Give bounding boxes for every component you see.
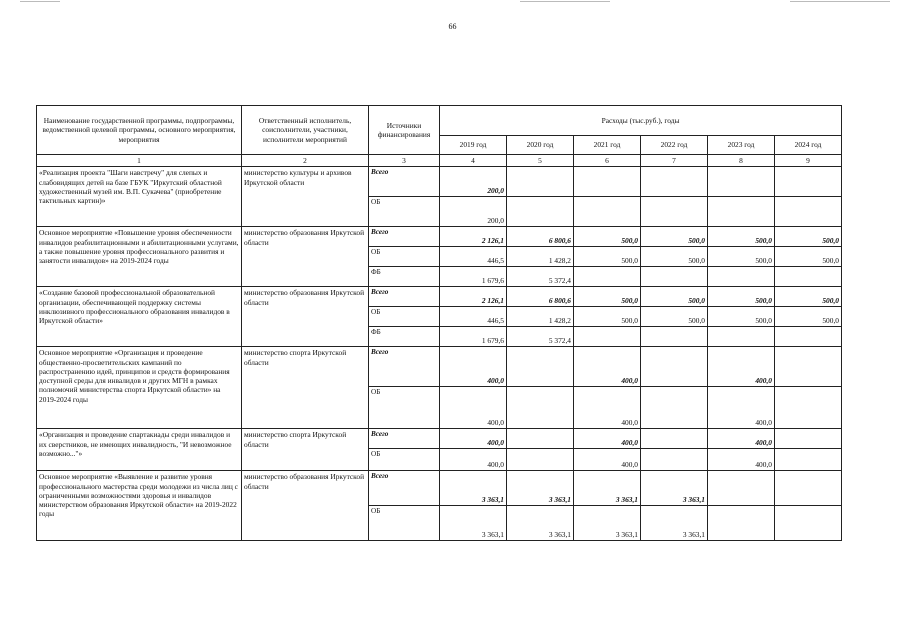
- expense-value: [641, 197, 708, 227]
- expense-value: 6 800,6: [507, 287, 574, 307]
- expense-value: [507, 167, 574, 197]
- funding-source: Всего: [369, 471, 440, 506]
- expense-value: 446,5: [440, 307, 507, 327]
- expense-value: 446,5: [440, 247, 507, 267]
- expense-value: [574, 267, 641, 287]
- funding-source: Всего: [369, 167, 440, 197]
- column-number: 4: [440, 155, 507, 167]
- expense-value: [708, 327, 775, 347]
- expense-value: 400,0: [574, 387, 641, 429]
- expense-value: 400,0: [708, 429, 775, 449]
- expense-value: [775, 327, 842, 347]
- header-source: Источники финансирования: [369, 106, 440, 155]
- expense-value: 200,0: [440, 197, 507, 227]
- expense-value: [775, 267, 842, 287]
- funding-source: Всего: [369, 429, 440, 449]
- expense-value: [641, 347, 708, 387]
- funding-source: ОБ: [369, 307, 440, 327]
- header-year: 2020 год: [507, 136, 574, 155]
- expense-value: [775, 471, 842, 506]
- expense-value: [708, 471, 775, 506]
- executor: министерство образования Иркутской области: [242, 471, 369, 541]
- expense-value: [708, 267, 775, 287]
- column-number: 7: [641, 155, 708, 167]
- funding-source: ФБ: [369, 267, 440, 287]
- expense-value: [574, 167, 641, 197]
- expense-value: [775, 449, 842, 471]
- expense-value: 400,0: [708, 347, 775, 387]
- funding-source: ОБ: [369, 197, 440, 227]
- expense-value: [641, 429, 708, 449]
- expense-value: 500,0: [574, 247, 641, 267]
- expense-value: 3 363,1: [507, 471, 574, 506]
- table-row: [37, 429, 842, 449]
- activity-name: «Реализация проекта "Шаги навстречу" для слепых и слабовидящих детей на базе ГБУК "Иркутский областной художественный музей им. В.П. Сукачева" (приобретение тактильных картин)»: [37, 167, 242, 227]
- scan-line: [520, 1, 610, 2]
- expense-value: [708, 506, 775, 541]
- funding-source: ОБ: [369, 387, 440, 429]
- column-number: 1: [37, 155, 242, 167]
- expense-value: 400,0: [440, 429, 507, 449]
- expense-value: 500,0: [708, 307, 775, 327]
- expense-value: [507, 347, 574, 387]
- funding-source: ОБ: [369, 247, 440, 267]
- activity-name: Основное мероприятие «Повышение уровня обеспеченности инвалидов реабилитационными и абилитационными услугами, а также повышение уровня профессионального развития и занятости инвалидов» на 2019-2024 годы: [37, 227, 242, 287]
- table-row: [37, 347, 842, 387]
- page-number: 66: [448, 22, 457, 31]
- expense-value: [641, 327, 708, 347]
- scan-line: [20, 1, 60, 2]
- funding-source: Всего: [369, 347, 440, 387]
- expense-value: 3 363,1: [574, 471, 641, 506]
- expense-value: 500,0: [641, 307, 708, 327]
- column-number: 9: [775, 155, 842, 167]
- funding-source: ФБ: [369, 327, 440, 347]
- executor: министерство спорта Иркутской области: [242, 347, 369, 429]
- funding-source: ОБ: [369, 449, 440, 471]
- expense-value: [775, 429, 842, 449]
- executor: министерство образования Иркутской области: [242, 287, 369, 347]
- header-year: 2023 год: [708, 136, 775, 155]
- expense-value: 500,0: [775, 287, 842, 307]
- expense-value: 3 363,1: [507, 506, 574, 541]
- funding-source: Всего: [369, 227, 440, 247]
- expense-value: 200,0: [440, 167, 507, 197]
- table-row: [37, 227, 842, 247]
- activity-name: «Создание базовой профессиональной образовательной организации, обеспечивающей поддержку системы инклюзивного профессионального образования инвалидов в Иркутской области»: [37, 287, 242, 347]
- expense-value: [574, 327, 641, 347]
- column-number: 6: [574, 155, 641, 167]
- expense-value: 500,0: [641, 247, 708, 267]
- expense-value: 500,0: [708, 227, 775, 247]
- column-number: 5: [507, 155, 574, 167]
- expense-value: 500,0: [574, 287, 641, 307]
- header-year: 2022 год: [641, 136, 708, 155]
- expense-value: 500,0: [775, 307, 842, 327]
- expense-value: 400,0: [440, 449, 507, 471]
- table-row: [37, 471, 842, 506]
- header-year: 2019 год: [440, 136, 507, 155]
- expense-value: 400,0: [440, 347, 507, 387]
- header-year: 2024 год: [775, 136, 842, 155]
- expense-value: 500,0: [708, 287, 775, 307]
- expense-value: [507, 429, 574, 449]
- executor: министерство культуры и архивов Иркутской области: [242, 167, 369, 227]
- executor: министерство спорта Иркутской области: [242, 429, 369, 471]
- column-number: 3: [369, 155, 440, 167]
- expense-value: [507, 197, 574, 227]
- expense-value: 500,0: [775, 227, 842, 247]
- expense-value: 2 126,1: [440, 227, 507, 247]
- expense-value: [507, 449, 574, 471]
- expense-value: [641, 167, 708, 197]
- expense-value: 400,0: [574, 347, 641, 387]
- scan-line: [790, 1, 890, 2]
- expense-value: [708, 197, 775, 227]
- header-expenses: Расходы (тыс.руб.), годы: [440, 106, 842, 136]
- expense-value: 3 363,1: [440, 506, 507, 541]
- activity-name: Основное мероприятие «Выявление и развитие уровня профессионального мастерства среди молодежи из числа лиц с ограниченными возможностями здоровья и инвалидов министерством образования Иркутской области» на 2019-2022 годы: [37, 471, 242, 541]
- header-name: Наименование государственной программы, подпрограммы, ведомственной целевой программы, основного мероприятия, мероприятия: [37, 106, 242, 155]
- expense-value: 500,0: [574, 307, 641, 327]
- expense-value: 400,0: [574, 429, 641, 449]
- expense-value: 400,0: [440, 387, 507, 429]
- expense-value: 500,0: [708, 247, 775, 267]
- activity-name: Основное мероприятие «Организация и проведение общественно-просветительских кампаний по распространению идей, принципов и средств формирования доступной среды для инвалидов и других МГН в рамках полномочий министерства спорта Иркутской области» на 2019-2024 годы: [37, 347, 242, 429]
- funding-source: Всего: [369, 287, 440, 307]
- expense-value: 2 126,1: [440, 287, 507, 307]
- expense-value: 1 679,6: [440, 267, 507, 287]
- expense-value: 500,0: [775, 247, 842, 267]
- expense-value: 1 679,6: [440, 327, 507, 347]
- expense-value: 3 363,1: [574, 506, 641, 541]
- expense-value: 5 372,4: [507, 327, 574, 347]
- expense-value: [641, 449, 708, 471]
- expense-value: 400,0: [708, 387, 775, 429]
- expense-value: 500,0: [641, 287, 708, 307]
- expense-value: 3 363,1: [440, 471, 507, 506]
- expense-value: 1 428,2: [507, 247, 574, 267]
- expense-value: [641, 267, 708, 287]
- table-row: [37, 167, 842, 197]
- expense-value: 400,0: [708, 449, 775, 471]
- expense-value: [775, 506, 842, 541]
- expense-value: [574, 197, 641, 227]
- expense-value: [708, 167, 775, 197]
- column-number: 8: [708, 155, 775, 167]
- column-number: 2: [242, 155, 369, 167]
- expense-value: 500,0: [641, 227, 708, 247]
- expense-value: 6 800,6: [507, 227, 574, 247]
- expense-value: 3 363,1: [641, 506, 708, 541]
- expense-value: [775, 387, 842, 429]
- header-year: 2021 год: [574, 136, 641, 155]
- expense-value: 3 363,1: [641, 471, 708, 506]
- expense-value: [775, 347, 842, 387]
- expense-value: 5 372,4: [507, 267, 574, 287]
- expense-value: 400,0: [574, 449, 641, 471]
- expense-value: [775, 167, 842, 197]
- expense-value: [641, 387, 708, 429]
- funding-source: ОБ: [369, 506, 440, 541]
- table-row: [37, 287, 842, 307]
- expense-value: [507, 387, 574, 429]
- executor: министерство образования Иркутской области: [242, 227, 369, 287]
- activity-name: «Организация и проведение спартакиады среди инвалидов и их сверстников, не имеющих инвалидность, "И невозможное возможно..."»: [37, 429, 242, 471]
- expense-value: 1 428,2: [507, 307, 574, 327]
- expense-value: 500,0: [574, 227, 641, 247]
- expense-value: [775, 197, 842, 227]
- header-executor: Ответственный исполнитель, соисполнители, участники, исполнители мероприятий: [242, 106, 369, 155]
- expenses-table: [36, 105, 842, 541]
